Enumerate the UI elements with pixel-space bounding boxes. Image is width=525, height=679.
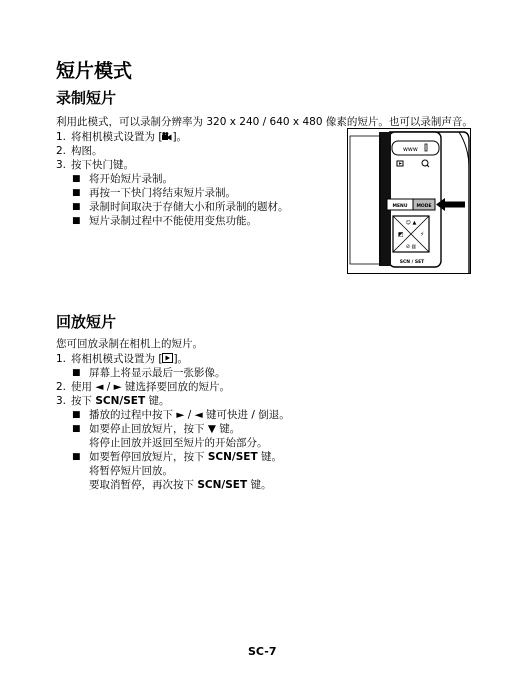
svg-text:MODE: MODE [416, 204, 432, 209]
bullet-square-icon: ■ [72, 368, 81, 378]
playback-intro: 您可回放录制在相机上的短片。 [56, 338, 203, 350]
record-step-2: 2. 构图。 [56, 145, 103, 157]
timer-delete-icon: ⊘ ▥ [405, 244, 417, 250]
mode-button[interactable] [413, 199, 435, 210]
record-intro: 利用此模式，可以录制分辨率为 320 x 240 / 640 x 480 像素的短片。也可以录制声音。 [56, 116, 473, 128]
playback-step-3: 3. 按下 SCN/SET 键。 [56, 395, 170, 407]
list-item: ■ 如要停止回放短片，按下 ▼ 键。 [72, 423, 241, 435]
section-heading-record: 录制短片 [56, 89, 117, 107]
menu-button[interactable] [387, 199, 413, 210]
list-item: ■ 再按一下快门将结束短片录制。 [72, 187, 236, 199]
page-title: 短片模式 [56, 60, 133, 82]
list-item-continuation: 将停止回放并返回至短片的开始部分。 [89, 437, 268, 449]
camera-back-illustration [347, 128, 471, 274]
playback-step-1: 1. 将相机模式设置为 [ ]。 [56, 353, 189, 365]
bullet-square-icon: ■ [72, 188, 81, 198]
svg-text:www: www [403, 146, 418, 153]
flash-icon: ⚡ [420, 231, 425, 238]
navigation-pad[interactable] [393, 216, 429, 252]
list-item-continuation: 要取消暂停，再次按下 SCN/SET 键。 [89, 479, 272, 491]
list-item: ■ 屏幕上将显示最后一张影像。 [72, 367, 226, 379]
record-step-1: 1. 将相机模式设置为 [ ]。 [56, 131, 188, 143]
ww-icon [403, 146, 418, 153]
page-number: SC-7 [248, 645, 277, 658]
scn-set-button[interactable] [400, 259, 425, 265]
bullet-square-icon: ■ [72, 424, 81, 434]
list-item: ■ 将开始短片录制。 [72, 173, 173, 185]
bullet-square-icon: ■ [72, 452, 81, 462]
svg-text:SCN / SET: SCN / SET [399, 260, 425, 265]
playback-mode-icon [162, 353, 173, 363]
list-item: ■ 短片录制过程中不能使用变焦功能。 [72, 215, 257, 227]
playback-step-2: 2. 使用 ◄ / ► 键选择要回放的短片。 [56, 381, 231, 393]
bullet-square-icon: ■ [72, 174, 81, 184]
list-item-continuation: 将暂停短片回放。 [89, 465, 173, 477]
bullet-square-icon: ■ [72, 410, 81, 420]
bullet-square-icon: ■ [72, 202, 81, 212]
svg-text:MENU: MENU [392, 204, 408, 209]
list-item: ■ 录制时间取决于存储大小和所录制的题材。 [72, 201, 289, 213]
record-step-3: 3. 按下快门键。 [56, 159, 134, 171]
movie-mode-icon [162, 132, 172, 141]
list-item: ■ 如要暂停回放短片，按下 SCN/SET 键。 [72, 451, 282, 463]
display-icon: ◩ [398, 231, 404, 238]
section-heading-playback: 回放短片 [56, 313, 117, 331]
bullet-square-icon: ■ [72, 216, 81, 226]
list-item: ■ 播放的过程中按下 ► / ◄ 键可快进 / 倒退。 [72, 409, 290, 421]
face-icon: ☺ ▲ [405, 220, 417, 226]
